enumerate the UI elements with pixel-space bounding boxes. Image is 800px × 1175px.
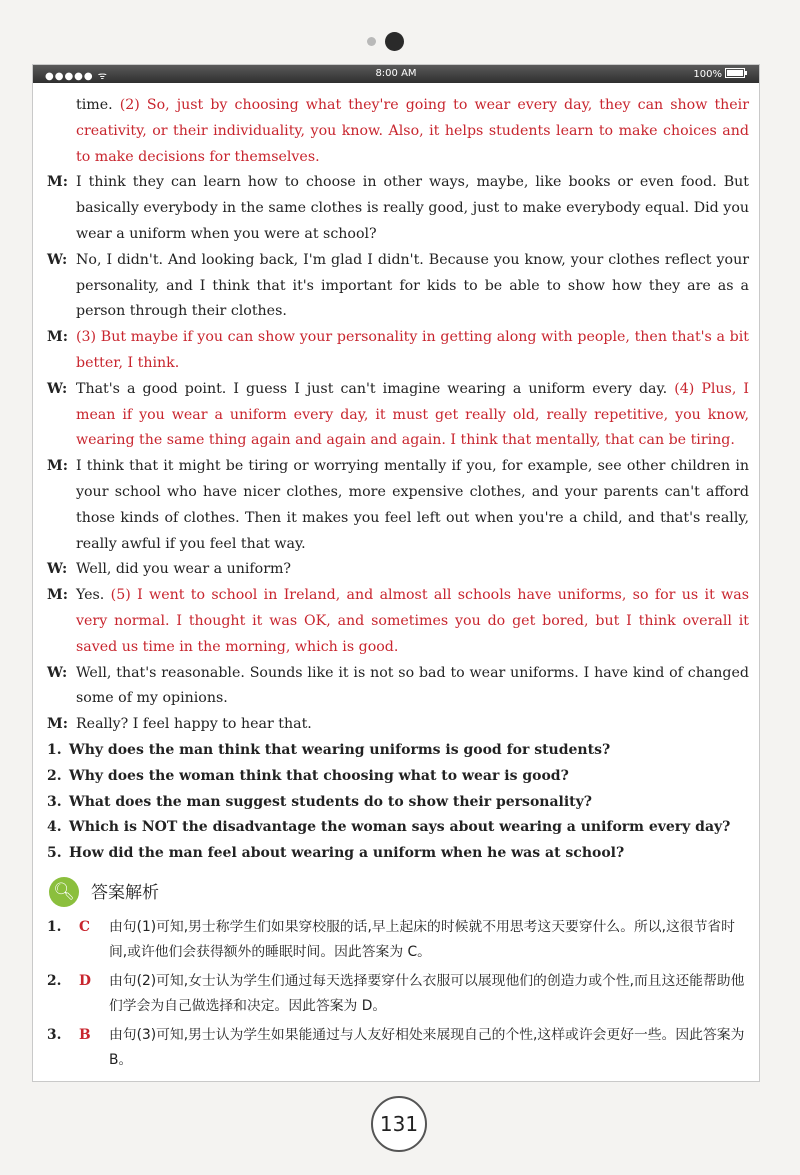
page-indicator bbox=[360, 30, 420, 52]
transcript-line bbox=[45, 661, 749, 713]
dialogue-text: Yes. bbox=[76, 587, 111, 604]
speaker-label: W: bbox=[47, 251, 68, 268]
answer-explanation: 由句(2)可知,女士认为学生们通过每天选择要穿什么衣服可以展现他们的创造力或个性,而且这还能帮助他们学会为自己做选择和决定。因此答案为 D。 bbox=[109, 972, 745, 1014]
answer-number: 1. bbox=[47, 918, 62, 935]
question-item bbox=[45, 764, 749, 790]
transcript-line bbox=[45, 170, 749, 247]
transcript-line bbox=[45, 557, 749, 583]
question-text: Which is NOT the disadvantage the woman says about wearing a uniform every day? bbox=[69, 819, 731, 836]
speaker-label: M: bbox=[47, 716, 68, 733]
question-number: 3. bbox=[47, 793, 62, 810]
transcript bbox=[45, 93, 749, 738]
answer-number: 3. bbox=[47, 1026, 62, 1043]
question-text: Why does the man think that wearing uniforms is good for students? bbox=[69, 741, 611, 758]
dialogue-text: That's a good point. I guess I just can't imagine wearing a uniform every day. bbox=[76, 380, 675, 397]
highlighted-text: (2) So, just by choosing what they're going to wear every day, they can show their creativity, or their individuality, you know. Also, it helps students learn to make choices and to make decisions for themselves. bbox=[76, 97, 749, 165]
speaker-label: M: bbox=[47, 587, 68, 604]
question-item bbox=[45, 790, 749, 816]
question-text: What does the man suggest students do to show their personality? bbox=[69, 793, 592, 810]
answer-explanation: 由句(1)可知,男士称学生们如果穿校服的话,早上起床的时候就不用思考这天要穿什么。所以,这很节省时间,或许他们会获得额外的睡眠时间。因此答案为 C。 bbox=[109, 918, 735, 960]
battery-indicator bbox=[693, 68, 745, 80]
transcript-line bbox=[45, 712, 749, 738]
signal-icon: ●●●●● ᯤ bbox=[45, 71, 108, 82]
transcript-line bbox=[45, 583, 749, 660]
answer-header bbox=[45, 875, 749, 915]
answer-list bbox=[45, 915, 749, 1073]
dialogue-text: time. bbox=[76, 97, 120, 113]
transcript-line bbox=[45, 325, 749, 377]
transcript-line bbox=[45, 377, 749, 454]
answer-explanation: 由句(3)可知,男士认为学生如果能通过与人友好相处来展现自己的个性,这样或许会更好一些。因此答案为 B。 bbox=[109, 1026, 745, 1068]
answer-letter: B bbox=[79, 1026, 91, 1043]
dialogue-text: No, I didn't. And looking back, I'm glad I didn't. Because you know, your clothes reflect your personality, and I think that it's important for kids to be able to show how they are as a person through their clothes. bbox=[76, 251, 749, 320]
answer-letter: C bbox=[79, 918, 90, 935]
battery-percent: 100% bbox=[693, 69, 722, 80]
answer-number: 2. bbox=[47, 972, 62, 989]
magnifier-icon: 🔍︎ bbox=[49, 877, 79, 907]
speaker-label: W: bbox=[47, 561, 68, 578]
question-list bbox=[45, 738, 749, 867]
speaker-label: W: bbox=[47, 664, 68, 681]
answer-item bbox=[45, 1023, 749, 1073]
question-number: 4. bbox=[47, 819, 62, 836]
page-dot-active bbox=[385, 32, 404, 51]
answer-item bbox=[45, 915, 749, 965]
speaker-label: M: bbox=[47, 458, 68, 475]
dialogue-text: I think that it might be tiring or worrying mentally if you, for example, see other children in your school who have nicer clothes, more expensive clothes, and your parents can't afford those kinds of clothes. Then it makes you feel left out when you're a child, and that's really, really awful if you feel that way. bbox=[76, 458, 749, 552]
highlighted-text: (3) But maybe if you can show your personality in getting along with people, then that's a bit better, I think. bbox=[76, 329, 749, 371]
dialogue-text: Well, that's reasonable. Sounds like it is not so bad to wear uniforms. I have kind of changed some of my opinions. bbox=[76, 664, 749, 707]
tablet-frame bbox=[32, 64, 760, 1082]
page-number: 131 bbox=[371, 1096, 427, 1152]
question-text: Why does the woman think that choosing what to wear is good? bbox=[69, 767, 569, 784]
question-text: How did the man feel about wearing a uniform when he was at school? bbox=[69, 845, 625, 862]
transcript-line bbox=[45, 93, 749, 170]
highlighted-text: (5) I went to school in Ireland, and almost all schools have uniforms, so for us it was very normal. I thought it was OK, and sometimes you do get bored, but I think overall it saved us time in the morning, which is good. bbox=[76, 587, 749, 655]
status-bar bbox=[33, 65, 759, 83]
page-dot-inactive bbox=[367, 37, 376, 46]
answer-title: 答案解析 bbox=[91, 882, 159, 903]
battery-icon bbox=[725, 68, 745, 78]
transcript-line bbox=[45, 248, 749, 325]
question-item bbox=[45, 815, 749, 841]
question-number: 1. bbox=[47, 741, 62, 758]
page-content bbox=[45, 93, 749, 1077]
dialogue-text: Really? I feel happy to hear that. bbox=[76, 716, 312, 733]
speaker-label: M: bbox=[47, 329, 68, 346]
question-item bbox=[45, 841, 749, 867]
speaker-label: M: bbox=[47, 174, 68, 191]
answer-item bbox=[45, 969, 749, 1019]
question-item bbox=[45, 738, 749, 764]
question-number: 2. bbox=[47, 767, 62, 784]
dialogue-text: I think they can learn how to choose in other ways, maybe, like books or even food. But basically everybody in the same clothes is really good, just to make everybody equal. Did you wear a uniform when you were at school? bbox=[76, 174, 749, 242]
speaker-label: W: bbox=[47, 380, 68, 397]
status-time: 8:00 AM bbox=[375, 68, 417, 79]
question-number: 5. bbox=[47, 845, 62, 862]
highlighted-text: (4) Plus, I mean if you wear a uniform every day, it must get really old, really repetitive, you know, wearing the same thing again and again and again. I think that mentally, that can be tiring. bbox=[76, 380, 750, 449]
answer-letter: D bbox=[79, 972, 91, 989]
dialogue-text: Well, did you wear a uniform? bbox=[76, 561, 292, 578]
transcript-line bbox=[45, 454, 749, 557]
